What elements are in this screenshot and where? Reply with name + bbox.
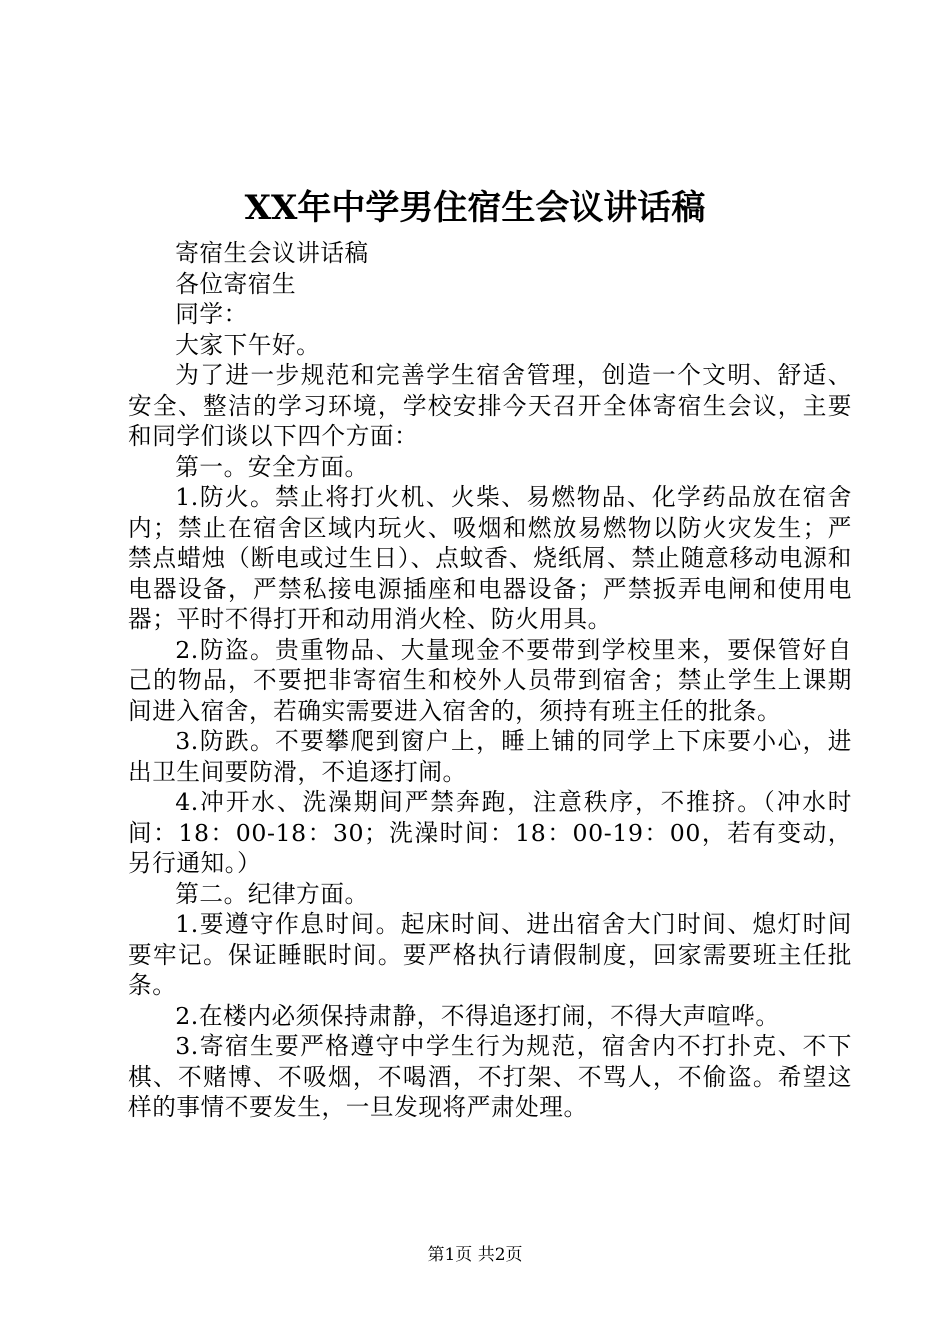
paragraph: 4.冲开水、洗澡期间严禁奔跑，注意秩序，不推挤。（冲水时间：18：00-18：30；洗澡时间：18：00-19：00，若有变动，另行通知。） — [128, 788, 852, 877]
page-number: 第1页 共2页 — [427, 1245, 523, 1265]
paragraph: 2.防盗。贵重物品、大量现金不要带到学校里来，要保管好自己的物品，不要把非寄宿生和校外人员带到宿舍；禁止学生上课期间进入宿舍，若确实需要进入宿舍的，须持有班主任的批条。 — [128, 635, 852, 725]
paragraph: 同学： — [175, 300, 248, 328]
paragraph: 各位寄宿生 — [175, 269, 297, 298]
paragraph: 2.在楼内必须保持肃静，不得追逐打闹，不得大声喧哗。 — [175, 1001, 780, 1030]
paragraph: 寄宿生会议讲话稿 — [175, 239, 369, 267]
document-title: XX年中学男住宿生会议讲话稿 — [244, 188, 706, 228]
document-body — [128, 238, 852, 1123]
paragraph: 大家下午好。 — [175, 330, 321, 359]
paragraph: 3.寄宿生要严格遵守中学生行为规范，宿舍内不打扑克、不下棋、不赌博、不吸烟，不喝酒，不打架、不骂人，不偷盗。希望这样的事情不要发生，一旦发现将严肃处理。 — [128, 1032, 852, 1121]
section-heading: 第二。纪律方面。 — [175, 879, 369, 908]
paragraph: 1.防火。禁止将打火机、火柴、易燃物品、化学药品放在宿舍内；禁止在宿舍区域内玩火、吸烟和燃放易燃物以防火灾发生；严禁点蜡烛（断电或过生日）、点蚊香、烧纸屑、禁止随意移动电源和电器设备，严禁私接电源插座和电器设备；严禁扳弄电闸和使用电器；平时不得打开和动用消火栓、防火用具。 — [128, 483, 852, 633]
paragraph: 3.防跌。不要攀爬到窗户上，睡上铺的同学上下床要小心，进出卫生间要防滑，不追逐打闹。 — [128, 727, 852, 786]
section-heading: 第一。安全方面。 — [175, 452, 369, 481]
paragraph: 为了进一步规范和完善学生宿舍管理，创造一个文明、舒适、安全、整洁的学习环境，学校安排今天召开全体寄宿生会议，主要和同学们谈以下四个方面： — [128, 361, 852, 450]
paragraph: 1.要遵守作息时间。起床时间、进出宿舍大门时间、熄灯时间要牢记。保证睡眠时间。要严格执行请假制度，回家需要班主任批条。 — [128, 910, 852, 999]
